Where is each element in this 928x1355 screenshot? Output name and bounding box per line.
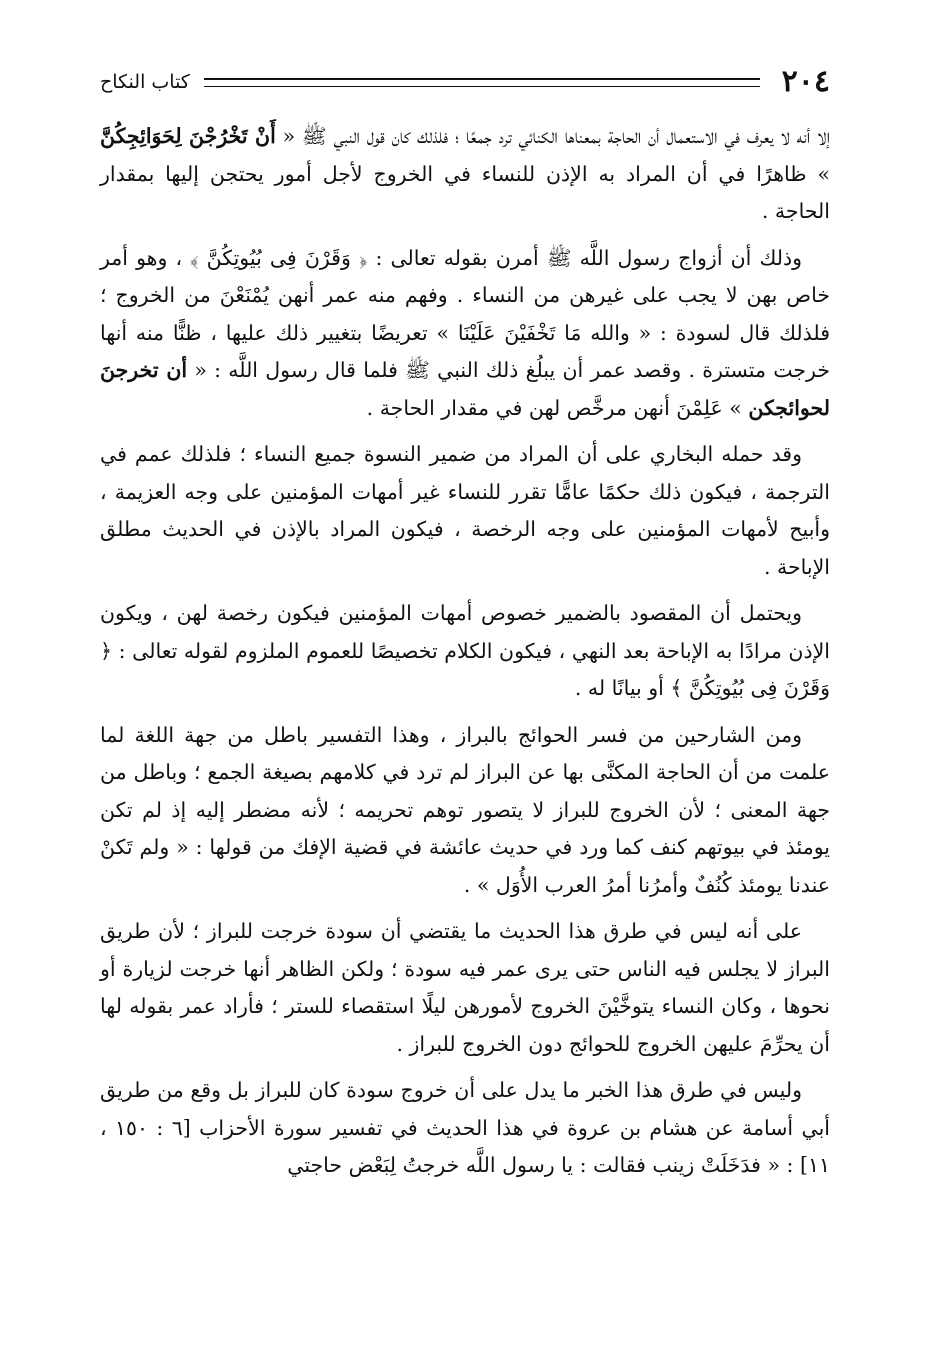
running-title: كتاب النكاح [100, 71, 190, 93]
paragraph-3: وقد حمله البخاري على أن المراد من ضمير النسوة جميع النساء ؛ فلذلك عمم في الترجمة ، فيكون ذلك حكمًا عامًّا تقرر للنساء غير أمهات المؤمنين على وجه العزيمة ، وأبيح لأمهات المؤمنين على وجه الرخصة ، فيكون المراد بالإذن في الحديث مطلق الإباحة . [100, 442, 830, 579]
paragraph-1 [100, 118, 830, 231]
paragraph-1-part-a: إلا أنه لا يعرف في الاستعمال أن الحاجة بمعناها الكنائي ترد جمعًا ؛ فلذلك كان قول النبي ﷺ « [275, 124, 830, 148]
paragraph-4: ويحتمل أن المقصود بالضمير خصوص أمهات المؤمنين فيكون رخصة لهن ، ويكون الإذن مرادًا به الإباحة بعد النهي ، فيكون الكلام تخصيصًا للعموم الملزوم لقوله تعالى : ﴿ وَقَرْنَ فِى بُيُوتِكُنَّ ﴾ أو بيانًا له . [100, 601, 830, 700]
header-rule [204, 78, 760, 87]
paragraph-2-part-c: » عَلِمْنَ أنهن مرخَّص لهن في مقدار الحاجة . [366, 395, 749, 420]
body-text [100, 118, 830, 1185]
paragraph-6: على أنه ليس في طرق هذا الحديث ما يقتضي أن سودة خرجت للبراز ؛ لأن طريق البراز لا يجلس فيه الناس حتى يرى عمر فيه سودة ؛ ولكن الظاهر أنها خرجت لزيارة أو نحوها ، وكان النساء يتوخَّيْنَ الخروج لأمورهن ليلًا استقصاء للستر ؛ فأراد عمر بقوله لها أن يحرِّمَ عليهن الخروج للحوائج دون الخروج للبراز . [100, 919, 830, 1056]
paragraph-2 [100, 240, 830, 428]
page-header [100, 60, 830, 116]
hadith-quote-1: أَنْ تَخْرُجْنَ لِحَوَائِجِكُنَّ [100, 124, 276, 148]
hadith-quote-2: أن تخرجنَ لحوائجكن [100, 358, 830, 420]
paragraph-2-part-a: وذلك أن أزواج رسول اللَّه ﷺ أمرن بقوله تعالى : ﴿ وَقَرْنَ فِى بُيُوتِكُنَّ ﴾ ، وهو أمر خاص بهن لا يجب على غيرهن من النساء . وفهم منه عمر أنهن يُمْنَعْنَ من الخروج ؛ فلذلك قال لسودة : « والله مَا تَخْفَيْنَ عَلَيْنَا » تعريضًا بتغيير ذلك عليها ، ظنًّا منه أنها خرجت متسترة . وقصد عمر أن يبلُغ ذلك النبي ﷺ فلما قال رسول اللَّه : « [100, 245, 830, 382]
paragraph-7: وليس في طرق هذا الخبر ما يدل على أن خروج سودة كان للبراز بل وقع من طريق أبي أسامة عن هشام بن عروة في هذا الحديث في تفسير سورة الأحزاب [٦ : ١٥٠ ، ١١] : « فدَخَلَتْ زينب فقالت : يا رسول اللَّه خرجتُ لِبَعْض حاجتي [100, 1078, 830, 1177]
page-number: ٢٠٤ [781, 64, 830, 99]
paragraph-5: ومن الشارحين من فسر الحوائج بالبراز ، وهذا التفسير باطل من جهة اللغة لما علمت من أن الحاجة المكنَّى بها عن البراز لم ترد في كلامهم بصيغة الجمع ؛ وباطل من جهة المعنى ؛ لأن الخروج للبراز لا يتصور توهم تحريمه ؛ لأنه مضطر إليه إذ لم تكن يومئذ في بيوتهم كنف كما ورد في حديث عائشة في قضية الإفك من قولها : « ولم تَكنْ عندنا يومئذ كُنُفٌ وأمرُنا أمرُ العرب الأُوَل » . [100, 722, 830, 897]
book-page [100, 60, 830, 1300]
paragraph-1-part-c: » ظاهرًا في أن المراد به الإذن للنساء في الخروج لأجل أمور يحتجن إليها بمقدار الحاجة . [100, 161, 830, 223]
